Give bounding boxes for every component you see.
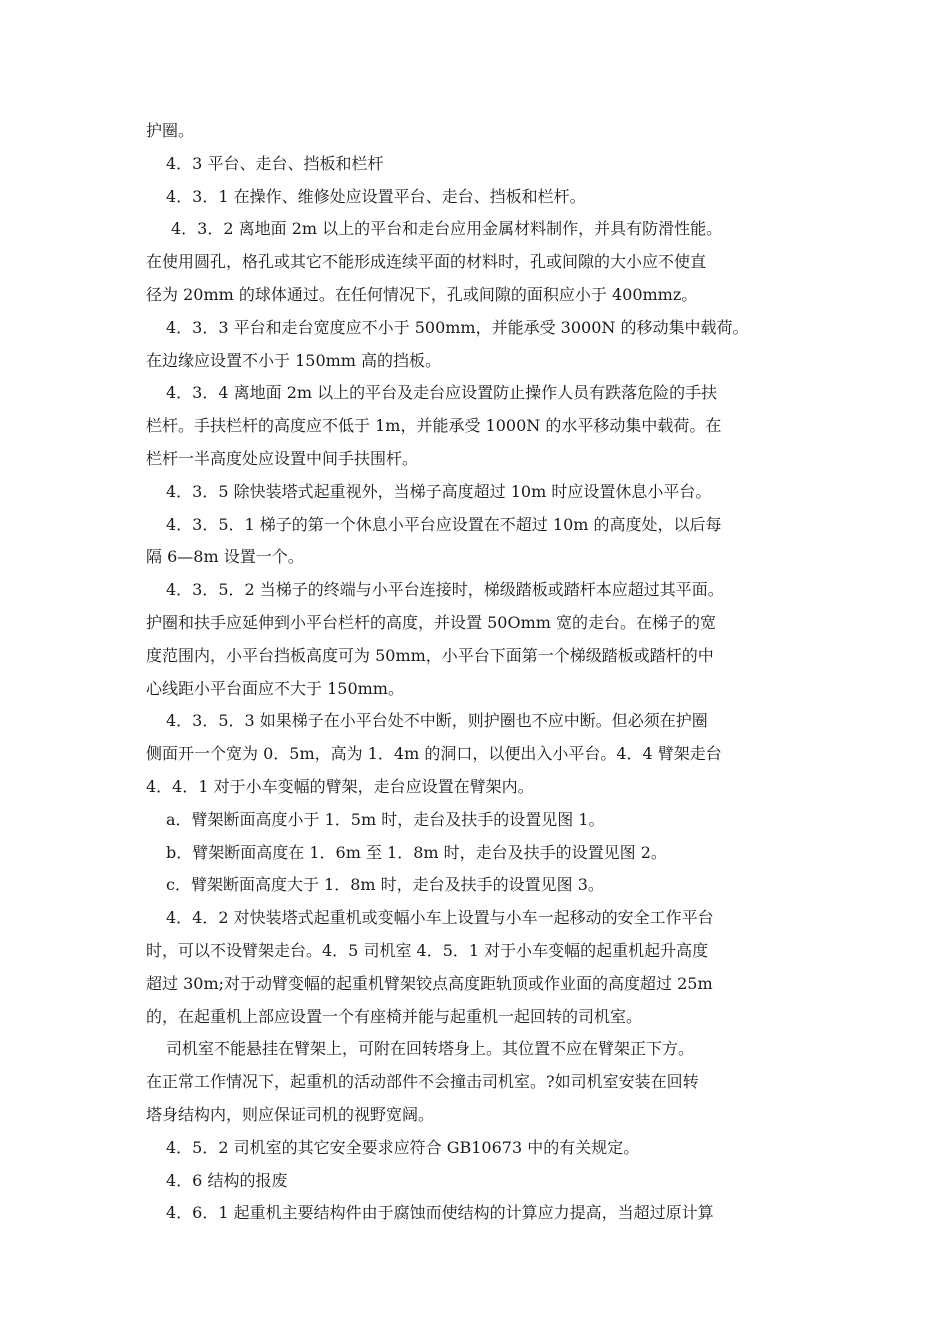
- text-line: 度范围内，小平台挡板高度可为 50mm，小平台下面第一个梯级踏板或踏杆的中: [146, 645, 714, 665]
- text-line: a．臂架断面高度小于 1．5m 时，走台及扶手的设置见图 1。: [166, 809, 605, 829]
- text-line: 司机室不能悬挂在臂架上，可附在回转塔身上。其位置不应在臂架正下方。: [166, 1039, 695, 1059]
- text-line: 4．5．2 司机室的其它安全要求应符合 GB10673 中的有关规定。: [166, 1137, 640, 1157]
- text-line: 4．3．2 离地面 2m 以上的平台和走台应用金属材料制作，并具有防滑性能。: [171, 219, 723, 239]
- text-line: 4．4．1 对于小车变幅的臂架，走台应设置在臂架内。: [146, 776, 534, 796]
- text-line: 4．3．3 平台和走台宽度应不小于 500mm，并能承受 3000N 的移动集中载荷。: [166, 317, 749, 337]
- text-line: 护圈和扶手应延伸到小平台栏杆的高度，并设置 50Omm 宽的走台。在梯子的宽: [146, 612, 716, 632]
- text-line: 4．4．2 对快装塔式起重机或变幅小车上设置与小车一起移动的安全工作平台: [166, 908, 714, 928]
- text-line: 护圈。: [146, 121, 195, 140]
- text-line: 4．3．1 在操作、维修处应设置平台、走台、挡板和栏杆。: [166, 186, 586, 206]
- text-line: 超过 30m;对于动臂变幅的起重机臂架铰点高度距轨顶或作业面的高度超过 25m: [146, 973, 713, 993]
- text-line: 时，可以不设臂架走台。4．5 司机室 4．5．1 对于小车变幅的起重机起升高度: [146, 940, 709, 960]
- text-line: 径为 20mm 的球体通过。在任何情况下，孔或间隙的面积应小于 400mmz。: [146, 284, 698, 304]
- text-line: 栏杆一半高度处应设置中间手扶围杆。: [146, 448, 419, 468]
- text-line: 4．3．5 除快装塔式起重视外，当梯子高度超过 10m 时应设置休息小平台。: [166, 481, 712, 501]
- text-line: c．臂架断面高度大于 1．8m 时，走台及扶手的设置见图 3。: [166, 875, 604, 895]
- text-line: 塔身结构内，则应保证司机的视野宽阔。: [146, 1104, 435, 1124]
- document-body: [146, 115, 810, 1230]
- text-line: 4．3 平台、走台、挡板和栏杆: [166, 153, 384, 173]
- text-line: 侧面开一个宽为 0．5m，高为 1．4m 的洞口，以便出入小平台。4．4 臂架走台: [146, 744, 722, 764]
- text-line: 在正常工作情况下，起重机的活动部件不会撞击司机室。?如司机室安装在回转: [146, 1072, 699, 1092]
- text-line: 4．3．5．3 如果梯子在小平台处不中断，则护圈也不应中断。但必须在护圈: [166, 711, 708, 731]
- text-line: 心线距小平台面应不大于 150mm。: [146, 678, 404, 698]
- text-line: 4．3．4 离地面 2m 以上的平台及走台应设置防止操作人员有跌落危险的手扶: [166, 383, 718, 403]
- text-line: 4．6 结构的报废: [166, 1170, 288, 1190]
- text-line: 的，在起重机上部应设置一个有座椅并能与起重机一起回转的司机室。: [146, 1006, 643, 1026]
- text-line: 在边缘应设置不小于 150mm 高的挡板。: [146, 350, 442, 370]
- text-line: 4．6．1 起重机主要结构件由于腐蚀而使结构的计算应力提高，当超过原计算: [166, 1203, 714, 1223]
- text-line: 在使用圆孔，格孔或其它不能形成连续平面的材料时，孔或间隙的大小应不使直: [146, 252, 707, 272]
- text-line: 栏杆。手扶栏杆的高度应不低于 1m，并能承受 1000N 的水平移动集中载荷。在: [146, 416, 722, 436]
- text-line: 隔 6—8m 设置一个。: [146, 547, 304, 567]
- text-line: b．臂架断面高度在 1．6m 至 1．8m 时，走台及扶手的设置见图 2。: [166, 842, 667, 862]
- text-line: 4．3．5．2 当梯子的终端与小平台连接时，梯级踏板或踏杆本应超过其平面。: [166, 580, 724, 600]
- text-line: 4．3．5．1 梯子的第一个休息小平台应设置在不超过 10m 的高度处，以后每: [166, 514, 722, 534]
